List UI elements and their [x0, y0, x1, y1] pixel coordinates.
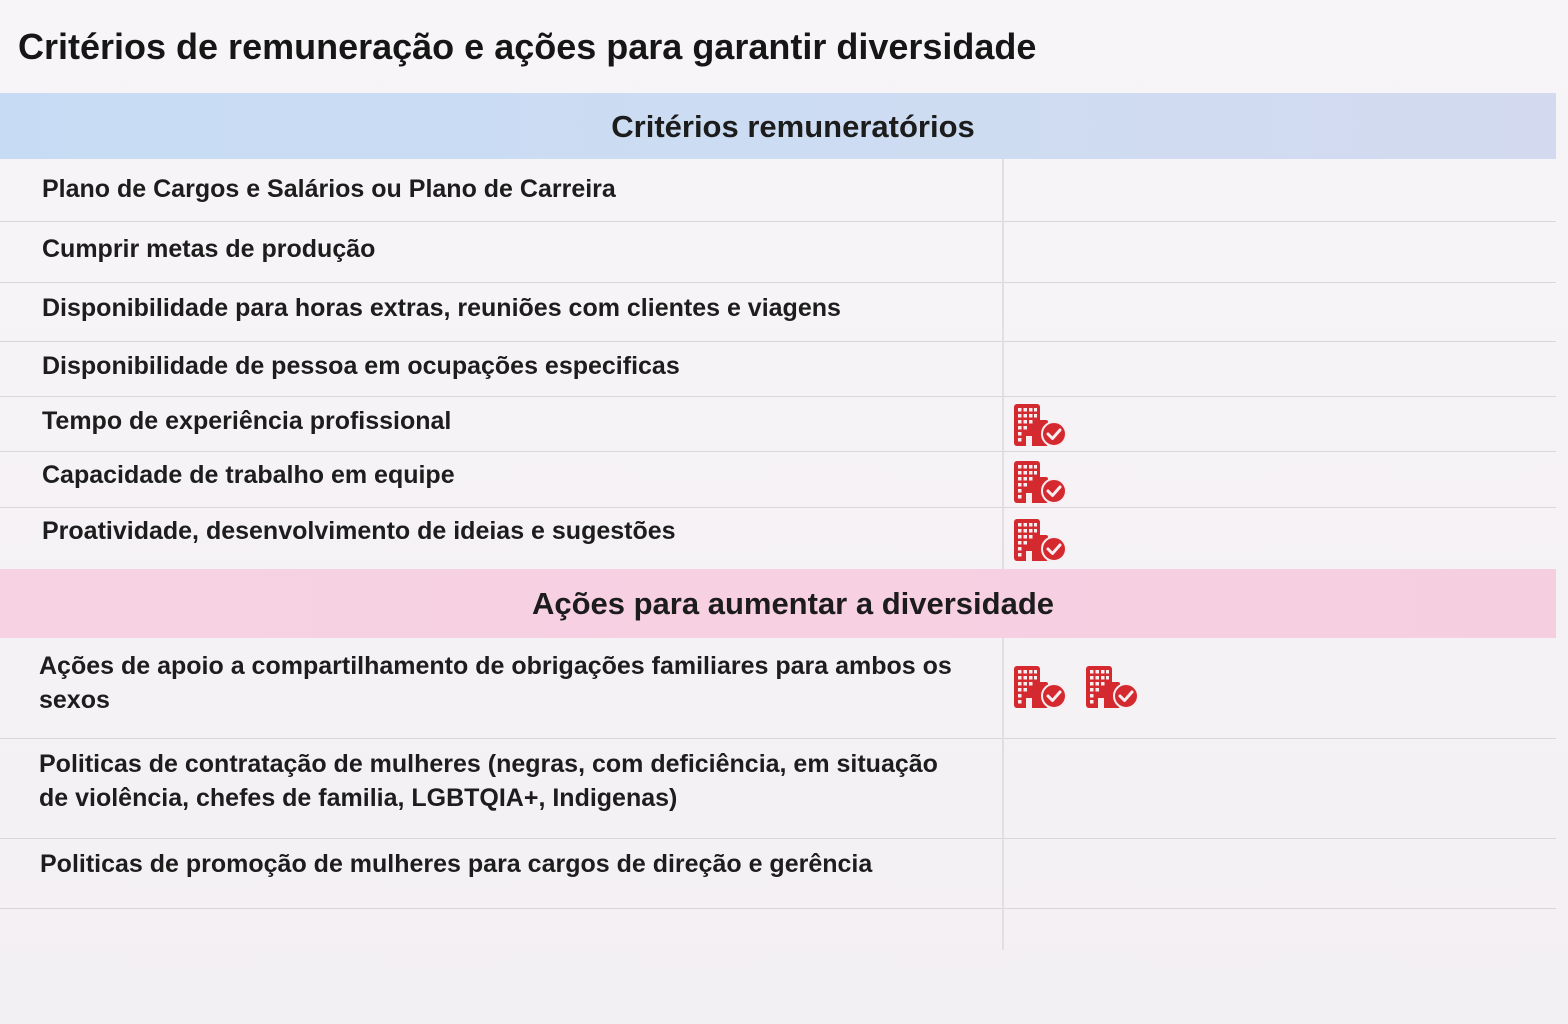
building-check-icon [1012, 459, 1070, 505]
section-header-label: Critérios remuneratórios [611, 109, 975, 144]
section-header-criterios [0, 93, 1556, 159]
building-check-icon [1012, 402, 1070, 448]
table-row [0, 397, 1556, 452]
page-title: Critérios de remuneração e ações para garantir diversidade [18, 26, 1037, 67]
column-divider [1002, 638, 1004, 950]
row-label: Disponibilidade para horas extras, reuniões com clientes e viagens [42, 294, 841, 322]
row-label: Politicas de contratação de mulheres (negras, com deficiência, em situação de violência, chefes de familia, LGBTQIA+, Indigenas) [39, 750, 938, 812]
row-label: Ações de apoio a compartilhamento de obrigações familiares para ambos os sexos [39, 652, 952, 714]
row-label: Proatividade, desenvolvimento de ideias e sugestões [42, 517, 676, 545]
icon-cell [1012, 664, 1142, 710]
icon-cell [1012, 402, 1070, 448]
row-label: Cumprir metas de produção [42, 235, 376, 263]
table-row [0, 638, 1556, 739]
row-label: Tempo de experiência profissional [42, 407, 452, 435]
table-row [0, 283, 1556, 342]
table-row [0, 839, 1556, 909]
icon-cell [1012, 459, 1070, 505]
section-header-diversidade [0, 569, 1556, 638]
table-row [0, 739, 1556, 839]
table-row [0, 452, 1556, 508]
table-row [0, 342, 1556, 397]
building-check-icon [1084, 664, 1142, 710]
column-divider [1002, 159, 1004, 569]
row-label: Plano de Cargos e Salários ou Plano de Carreira [42, 175, 616, 203]
table-row [0, 508, 1556, 569]
row-label: Politicas de promoção de mulheres para cargos de direção e gerência [40, 850, 873, 878]
icon-cell [1012, 517, 1070, 563]
table-row [0, 222, 1556, 283]
row-label: Disponibilidade de pessoa em ocupações especificas [42, 352, 680, 380]
row-label: Capacidade de trabalho em equipe [42, 461, 455, 489]
table-row [0, 159, 1556, 222]
section-header-label: Ações para aumentar a diversidade [531, 586, 1055, 621]
building-check-icon [1012, 517, 1070, 563]
building-check-icon [1012, 664, 1070, 710]
